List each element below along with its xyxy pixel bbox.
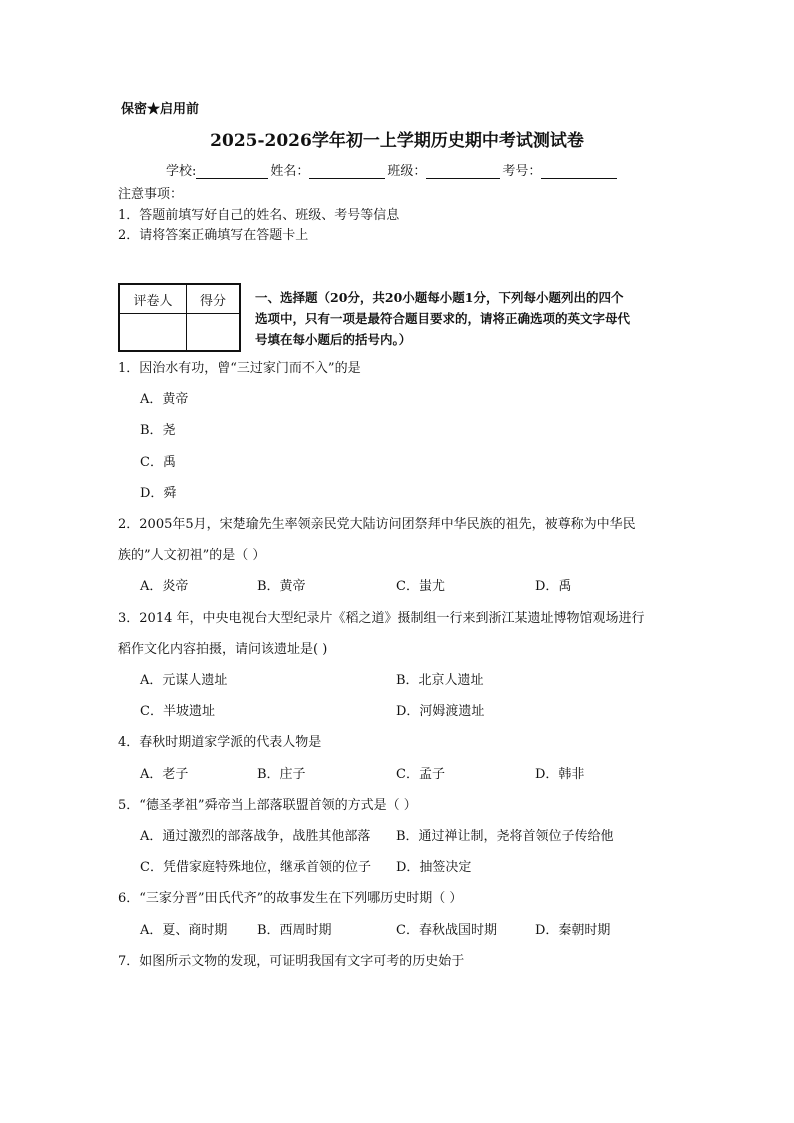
- grader-cell[interactable]: [119, 314, 187, 352]
- question-6-option-b[interactable]: B．西周时期: [257, 923, 332, 938]
- section-heading-line: 一、选择题（20分，共20小题每小题1分，下列每小题列出的四个: [255, 290, 624, 305]
- question-3-option-a[interactable]: A．元谋人遗址: [140, 673, 228, 688]
- question-2-option-c[interactable]: C．蚩尤: [396, 579, 445, 594]
- class-label: 班级：: [387, 164, 427, 179]
- question-1-option-a[interactable]: A．黄帝: [140, 392, 189, 407]
- question-6-option-d[interactable]: D．秦朝时期: [535, 923, 611, 938]
- question-2-stem: 2．2005年5月，宋楚瑜先生率领亲民党大陆访问团祭拜中华民族的祖先，被尊称为中华民: [118, 517, 636, 532]
- question-4-option-d[interactable]: D．韩非: [535, 767, 585, 782]
- section-heading: [255, 287, 685, 350]
- question-7-stem: 7．如图所示文物的发现，可证明我国有文字可考的历史始于: [118, 954, 465, 969]
- question-5-option-b[interactable]: B．通过禅让制，尧将首领位子传给他: [396, 829, 614, 844]
- question-2-option-b[interactable]: B．黄帝: [257, 579, 306, 594]
- score-table: [118, 283, 241, 352]
- question-3-stem-cont: 稻作文化内容拍摄，请问该遗址是( ): [118, 642, 328, 657]
- question-3-option-d[interactable]: D．河姆渡遗址: [396, 704, 485, 719]
- exam-number-blank[interactable]: [541, 164, 617, 179]
- question-5-option-d[interactable]: D．抽签决定: [396, 860, 472, 875]
- school-label: 学校:: [166, 164, 197, 179]
- question-4-stem: 4．春秋时期道家学派的代表人物是: [118, 735, 322, 750]
- question-2-option-a[interactable]: A．炎帝: [140, 579, 189, 594]
- question-6-stem: 6．“三家分晋”田氏代齐”的故事发生在下列哪历史时期（ ）: [118, 891, 463, 906]
- question-2-stem-cont: 族的”人文初祖”的是（ ）: [118, 548, 266, 563]
- question-3-option-b[interactable]: B．北京人遗址: [396, 673, 484, 688]
- question-4-option-a[interactable]: A．老子: [140, 767, 189, 782]
- question-4-option-c[interactable]: C．孟子: [396, 767, 445, 782]
- question-3-stem: 3．2014 年，中央电视台大型纪录片《稻之道》摄制组一行来到浙江某遗址博物馆观场进行: [118, 611, 645, 626]
- school-blank[interactable]: [196, 164, 268, 179]
- question-1-option-d[interactable]: D．舜: [140, 486, 177, 501]
- question-4-option-b[interactable]: B．庄子: [257, 767, 306, 782]
- score-cell[interactable]: [187, 314, 241, 352]
- question-5-option-c[interactable]: C．凭借家庭特殊地位，继承首领的位子: [140, 860, 371, 875]
- note-item: 1．答题前填写好自己的姓名、班级、考号等信息: [118, 208, 400, 223]
- score-header: 得分: [187, 284, 241, 314]
- question-1-stem: 1．因治水有功，曾“三过家门而不入”的是: [118, 361, 361, 376]
- section-heading-line: 选项中，只有一项是最符合题目要求的，请将正确选项的英文字母代: [255, 311, 631, 326]
- exam-title: 2025-2026学年初一上学期历史期中考试测试卷: [210, 131, 584, 151]
- question-6-option-c[interactable]: C．春秋战国时期: [396, 923, 497, 938]
- question-1-option-b[interactable]: B．尧: [140, 423, 176, 438]
- confidential-label: 保密★启用前: [121, 102, 200, 117]
- student-info-row: [166, 160, 619, 179]
- section-heading-line: 号填在每小题后的括号内。）: [255, 332, 412, 347]
- class-blank[interactable]: [426, 164, 500, 179]
- grader-header: 评卷人: [119, 284, 187, 314]
- notes-heading: 注意事项：: [118, 187, 184, 202]
- question-2-option-d[interactable]: D．禹: [535, 579, 572, 594]
- name-blank[interactable]: [309, 164, 385, 179]
- question-3-option-c[interactable]: C．半坡遗址: [140, 704, 215, 719]
- question-5-stem: 5．“德圣孝祖”舜帝当上部落联盟首领的方式是（ ）: [118, 798, 417, 813]
- note-item: 2．请将答案正确填写在答题卡上: [118, 228, 309, 243]
- question-5-option-a[interactable]: A．通过激烈的部落战争，战胜其他部落: [140, 829, 371, 844]
- question-6-option-a[interactable]: A．夏、商时期: [140, 923, 228, 938]
- exam-number-label: 考号：: [502, 164, 542, 179]
- name-label: 姓名：: [270, 164, 310, 179]
- question-1-option-c[interactable]: C．禹: [140, 455, 176, 470]
